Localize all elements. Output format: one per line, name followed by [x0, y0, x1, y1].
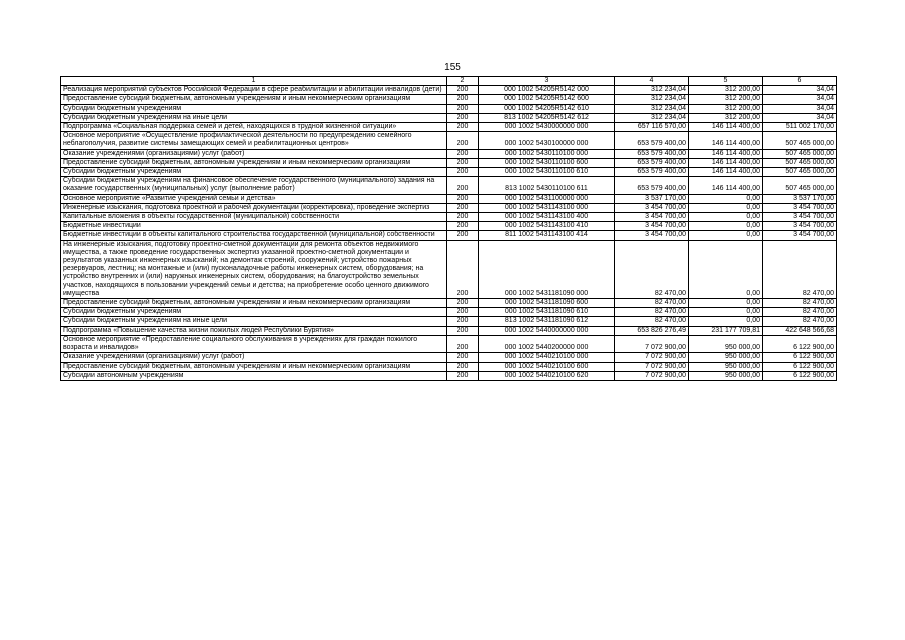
table-row	[61, 362, 837, 371]
row-value5-cell: 0,00	[689, 308, 763, 317]
row-name-cell: Субсидии бюджетным учреждениям	[61, 104, 447, 113]
row-name-cell: Предоставление субсидий бюджетным, автономным учреждениям и иным некоммерческим организациям	[61, 95, 447, 104]
row-value4-cell: 3 454 700,00	[615, 213, 689, 222]
row-value4-cell: 3 454 700,00	[615, 203, 689, 212]
row-code-cell: 000 1002 5430000000 000	[479, 123, 615, 132]
row-value4-cell: 653 579 400,00	[615, 168, 689, 177]
row-name-cell: Субсидии бюджетным учреждениям на иные цели	[61, 113, 447, 122]
row-name-cell: Субсидии бюджетным учреждениям	[61, 168, 447, 177]
row-name-cell: Предоставление субсидий бюджетным, автономным учреждениям и иным некоммерческим организациям	[61, 299, 447, 308]
row-value4-cell: 653 579 400,00	[615, 149, 689, 158]
row-name-cell: Основное мероприятие «Развитие учреждений семьи и детства»	[61, 194, 447, 203]
row-value5-cell: 0,00	[689, 213, 763, 222]
row-value5-cell: 312 200,00	[689, 104, 763, 113]
table-row	[61, 353, 837, 362]
row-col2-cell: 200	[447, 194, 479, 203]
row-value5-cell: 146 114 400,00	[689, 132, 763, 149]
row-code-cell: 000 1002 5440000000 000	[479, 326, 615, 335]
row-value5-cell: 146 114 400,00	[689, 168, 763, 177]
row-value5-cell: 0,00	[689, 317, 763, 326]
row-code-cell: 000 1002 5431143100 400	[479, 213, 615, 222]
table-header-row	[61, 77, 837, 86]
row-value5-cell: 0,00	[689, 231, 763, 240]
row-value6-cell: 511 002 170,00	[763, 123, 837, 132]
row-col2-cell: 200	[447, 222, 479, 231]
row-col2-cell: 200	[447, 317, 479, 326]
row-value6-cell: 34,04	[763, 113, 837, 122]
row-col2-cell: 200	[447, 240, 479, 298]
row-value4-cell: 312 234,04	[615, 104, 689, 113]
row-value4-cell: 3 454 700,00	[615, 222, 689, 231]
row-value6-cell: 6 122 900,00	[763, 362, 837, 371]
row-value5-cell: 0,00	[689, 203, 763, 212]
row-value6-cell: 507 465 000,00	[763, 168, 837, 177]
table-body	[61, 77, 837, 381]
row-code-cell: 000 1002 5431181090 610	[479, 308, 615, 317]
row-value6-cell: 3 454 700,00	[763, 222, 837, 231]
row-value6-cell: 82 470,00	[763, 299, 837, 308]
row-value5-cell: 0,00	[689, 194, 763, 203]
row-name-cell: Субсидии автономным учреждениям	[61, 371, 447, 380]
row-col2-cell: 200	[447, 203, 479, 212]
table-row	[61, 113, 837, 122]
row-code-cell: 000 1002 5431181090 600	[479, 299, 615, 308]
row-value6-cell: 3 454 700,00	[763, 231, 837, 240]
row-name-cell: Предоставление субсидий бюджетным, автономным учреждениям и иным некоммерческим организациям	[61, 362, 447, 371]
row-code-cell: 000 1002 54205R5142 610	[479, 104, 615, 113]
row-col2-cell: 200	[447, 299, 479, 308]
row-value6-cell: 34,04	[763, 95, 837, 104]
row-code-cell: 000 1002 5430100000 000	[479, 132, 615, 149]
row-name-cell: Бюджетные инвестиции	[61, 222, 447, 231]
row-value5-cell: 312 200,00	[689, 95, 763, 104]
row-name-cell: Капитальные вложения в объекты государственной (муниципальной) собственности	[61, 213, 447, 222]
row-name-cell: Предоставление субсидий бюджетным, автономным учреждениям и иным некоммерческим организациям	[61, 158, 447, 167]
row-col2-cell: 200	[447, 308, 479, 317]
row-value6-cell: 422 648 566,68	[763, 326, 837, 335]
table-row	[61, 95, 837, 104]
budget-table	[60, 76, 837, 381]
row-col2-cell: 200	[447, 362, 479, 371]
row-value6-cell: 82 470,00	[763, 240, 837, 298]
table-row	[61, 326, 837, 335]
row-col2-cell: 200	[447, 86, 479, 95]
table-row	[61, 104, 837, 113]
table-row	[61, 299, 837, 308]
row-value6-cell: 507 465 000,00	[763, 132, 837, 149]
row-col2-cell: 200	[447, 149, 479, 158]
row-code-cell: 000 1002 5431100000 000	[479, 194, 615, 203]
table-row	[61, 240, 837, 298]
row-value6-cell: 507 465 000,00	[763, 177, 837, 194]
row-value4-cell: 653 826 276,49	[615, 326, 689, 335]
row-value4-cell: 653 579 400,00	[615, 158, 689, 167]
row-value6-cell: 3 537 170,00	[763, 194, 837, 203]
table-row	[61, 177, 837, 194]
row-col2-cell: 200	[447, 168, 479, 177]
row-value4-cell: 7 072 900,00	[615, 353, 689, 362]
row-code-cell: 000 1002 5430110100 600	[479, 158, 615, 167]
row-name-cell: Субсидии бюджетным учреждениям	[61, 308, 447, 317]
row-value4-cell: 82 470,00	[615, 240, 689, 298]
row-name-cell: Бюджетные инвестиции в объекты капитального строительства государственной (муниципальной) собственности	[61, 231, 447, 240]
row-value5-cell: 950 000,00	[689, 335, 763, 352]
row-col2-cell: 200	[447, 371, 479, 380]
row-value4-cell: 653 579 400,00	[615, 132, 689, 149]
table-row	[61, 203, 837, 212]
row-col2-cell: 200	[447, 104, 479, 113]
row-value4-cell: 312 234,04	[615, 113, 689, 122]
row-value6-cell: 82 470,00	[763, 317, 837, 326]
row-code-cell: 813 1002 5431181090 612	[479, 317, 615, 326]
row-value5-cell: 146 114 400,00	[689, 149, 763, 158]
row-code-cell: 000 1002 5440210100 600	[479, 362, 615, 371]
row-name-cell: Субсидии бюджетным учреждениям на финансовое обеспечение государственного (муниципального) задания на оказание государственных (муниципальных) услуг (выполнение работ)	[61, 177, 447, 194]
row-value4-cell: 657 116 570,00	[615, 123, 689, 132]
table-row	[61, 213, 837, 222]
row-value4-cell: 653 579 400,00	[615, 177, 689, 194]
table-row	[61, 308, 837, 317]
row-value5-cell: 0,00	[689, 299, 763, 308]
row-value5-cell: 0,00	[689, 240, 763, 298]
row-value6-cell: 6 122 900,00	[763, 371, 837, 380]
row-col2-cell: 200	[447, 326, 479, 335]
row-name-cell: Подпрограмма «Социальная поддержка семей и детей, находящихся в трудной жизненной ситуации»	[61, 123, 447, 132]
row-code-cell: 000 1002 5440200000 000	[479, 335, 615, 352]
row-code-cell: 000 1002 5430110100 000	[479, 149, 615, 158]
row-value6-cell: 34,04	[763, 86, 837, 95]
row-name-cell: Основное мероприятие «Осуществление профилактической деятельности по предупреждению семейного неблагополучия, развитие системы замещающих семей и реабилитационных центров»	[61, 132, 447, 149]
row-value5-cell: 950 000,00	[689, 371, 763, 380]
header-col-6: 6	[763, 77, 837, 86]
row-col2-cell: 200	[447, 353, 479, 362]
row-value5-cell: 146 114 400,00	[689, 158, 763, 167]
row-name-cell: Реализация мероприятий субъектов Российской Федерации в сфере реабилитации и абилитации инвалидов (дети)	[61, 86, 447, 95]
row-value6-cell: 507 465 000,00	[763, 158, 837, 167]
row-name-cell: Субсидии бюджетным учреждениям на иные цели	[61, 317, 447, 326]
row-value5-cell: 312 200,00	[689, 113, 763, 122]
row-value6-cell: 34,04	[763, 104, 837, 113]
table-row	[61, 132, 837, 149]
row-name-cell: Основное мероприятие «Предоставление социального обслуживания в учреждениях для граждан пожилого возраста и инвалидов»	[61, 335, 447, 352]
row-code-cell: 000 1002 5430110100 610	[479, 168, 615, 177]
row-value4-cell: 3 537 170,00	[615, 194, 689, 203]
row-code-cell: 000 1002 54205R5142 000	[479, 86, 615, 95]
row-value6-cell: 507 465 000,00	[763, 149, 837, 158]
row-code-cell: 000 1002 5431181090 000	[479, 240, 615, 298]
row-value4-cell: 82 470,00	[615, 317, 689, 326]
row-value5-cell: 950 000,00	[689, 362, 763, 371]
row-col2-cell: 200	[447, 213, 479, 222]
table-row	[61, 158, 837, 167]
row-col2-cell: 200	[447, 123, 479, 132]
row-code-cell: 813 1002 5430110100 611	[479, 177, 615, 194]
table-row	[61, 222, 837, 231]
header-col-5: 5	[689, 77, 763, 86]
page-number: 155	[444, 62, 461, 73]
table-row	[61, 371, 837, 380]
row-code-cell: 000 1002 54205R5142 600	[479, 95, 615, 104]
row-col2-cell: 200	[447, 158, 479, 167]
row-value4-cell: 7 072 900,00	[615, 362, 689, 371]
row-code-cell: 813 1002 54205R5142 612	[479, 113, 615, 122]
table-row	[61, 231, 837, 240]
row-name-cell: Инженерные изыскания, подготовка проектной и рабочей документации (корректировка), проведение экспертиз	[61, 203, 447, 212]
row-value5-cell: 231 177 709,81	[689, 326, 763, 335]
row-value5-cell: 0,00	[689, 222, 763, 231]
row-value4-cell: 82 470,00	[615, 299, 689, 308]
row-value4-cell: 312 234,04	[615, 95, 689, 104]
row-value5-cell: 146 114 400,00	[689, 123, 763, 132]
row-value6-cell: 6 122 900,00	[763, 335, 837, 352]
table-row	[61, 123, 837, 132]
row-value6-cell: 3 454 700,00	[763, 213, 837, 222]
row-value5-cell: 950 000,00	[689, 353, 763, 362]
row-col2-cell: 200	[447, 132, 479, 149]
row-code-cell: 000 1002 5440210100 000	[479, 353, 615, 362]
header-col-2: 2	[447, 77, 479, 86]
row-value4-cell: 7 072 900,00	[615, 371, 689, 380]
table-row	[61, 149, 837, 158]
row-code-cell: 000 1002 5440210100 620	[479, 371, 615, 380]
row-code-cell: 811 1002 5431143100 414	[479, 231, 615, 240]
row-col2-cell: 200	[447, 335, 479, 352]
table-row	[61, 168, 837, 177]
row-name-cell: Оказание учреждениями (организациями) услуг (работ)	[61, 353, 447, 362]
row-name-cell: Оказание учреждениями (организациями) услуг (работ)	[61, 149, 447, 158]
row-code-cell: 000 1002 5431143100 000	[479, 203, 615, 212]
table-row	[61, 317, 837, 326]
header-col-1: 1	[61, 77, 447, 86]
row-value5-cell: 312 200,00	[689, 86, 763, 95]
row-col2-cell: 200	[447, 95, 479, 104]
table-row	[61, 194, 837, 203]
row-col2-cell: 200	[447, 113, 479, 122]
row-col2-cell: 200	[447, 231, 479, 240]
table-row	[61, 86, 837, 95]
row-value4-cell: 82 470,00	[615, 308, 689, 317]
row-value4-cell: 312 234,04	[615, 86, 689, 95]
row-code-cell: 000 1002 5431143100 410	[479, 222, 615, 231]
row-value6-cell: 6 122 900,00	[763, 353, 837, 362]
row-value5-cell: 146 114 400,00	[689, 177, 763, 194]
row-name-cell: На инженерные изыскания, подготовку проектно-сметной документации для ремонта объектов недвижимого имущества, а также проведение государственных экспертиз указанной проектно-сметной документации и результатов указанных инженерных изысканий; на демонтаж строений, сооружений; устройство пожарных резервуаров, лестниц; на монтажные и (или) пусконаладочные работы инженерных систем, оборудования; на устройство внутренних и (или) наружных инженерных систем, оборудования; на благоустройство земельных участков, находящихся в пользовании учреждений семьи и детства; на приобретение особо ценного движимого имущества	[61, 240, 447, 298]
row-value4-cell: 3 454 700,00	[615, 231, 689, 240]
header-col-4: 4	[615, 77, 689, 86]
row-value6-cell: 82 470,00	[763, 308, 837, 317]
row-value4-cell: 7 072 900,00	[615, 335, 689, 352]
table-row	[61, 335, 837, 352]
header-col-3: 3	[479, 77, 615, 86]
row-name-cell: Подпрограмма «Повышение качества жизни пожилых людей Республики Бурятия»	[61, 326, 447, 335]
row-value6-cell: 3 454 700,00	[763, 203, 837, 212]
row-col2-cell: 200	[447, 177, 479, 194]
